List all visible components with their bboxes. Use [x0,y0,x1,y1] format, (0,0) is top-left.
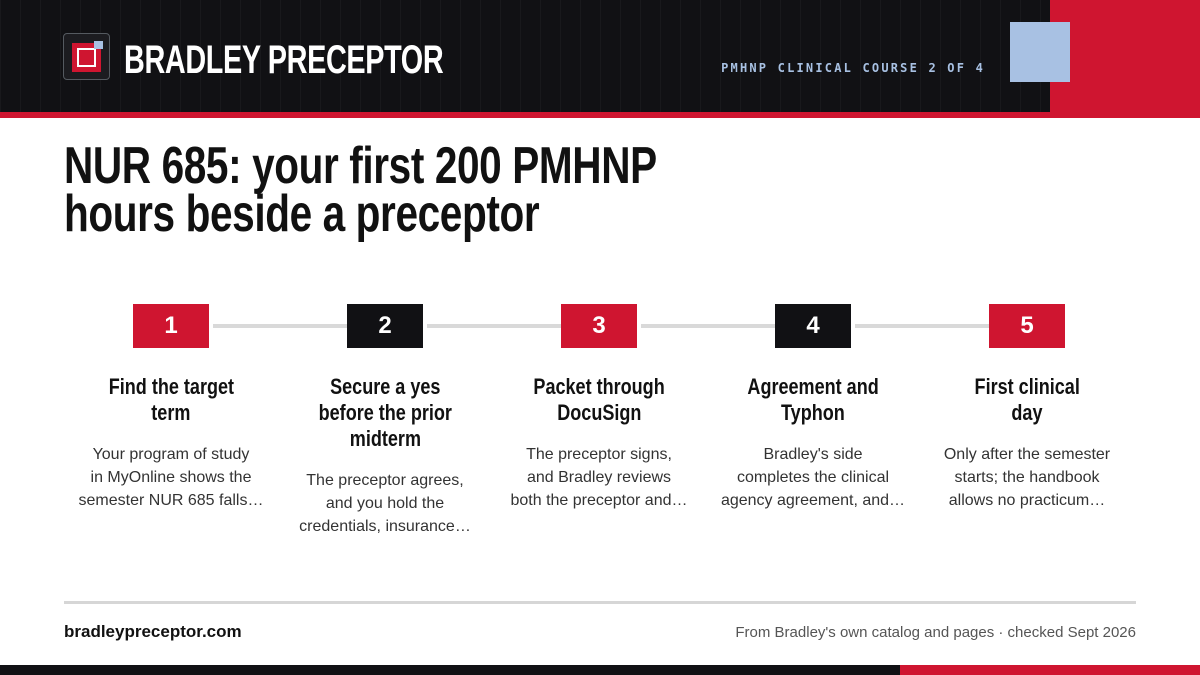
bradley-preceptor-logo-icon[interactable] [63,33,110,80]
course-label: PMHNP CLINICAL COURSE 2 OF 4 [721,61,985,75]
step-description-line: agency agreement, and… [720,492,906,509]
step-description-line: both the preceptor and… [510,492,688,509]
brand-name[interactable]: BRADLEY PRECEPTOR [124,38,444,82]
step-connector [427,324,565,328]
step-description-line: The preceptor agrees, [306,472,464,489]
step-title-line: DocuSign [556,400,642,425]
page-title-line-2: hours beside a preceptor [64,185,540,243]
step-title [706,374,920,426]
footer-divider [64,601,1136,604]
step-number-badge: 3 [561,304,637,348]
step-description-line: Only after the semester [943,446,1111,463]
step-number-badge: 2 [347,304,423,348]
step-connector [855,324,993,328]
step-description-line: and Bradley reviews [526,469,672,486]
step-title-line: Secure a yes [329,374,441,399]
step-title-line: term [151,400,191,425]
step-description [492,443,706,512]
step-description [278,469,492,538]
step-title-line: Agreement and [747,374,879,399]
header-red-band [0,112,1200,118]
step-description [64,443,278,512]
step-connector [213,324,351,328]
page-title [64,137,766,243]
step-description-line: semester NUR 685 falls… [78,492,264,509]
page-title-line-1: NUR 685: your first 200 PMHNP [64,137,657,195]
step-description-line: and you hold the [325,495,445,512]
step-title-line: day [1011,400,1043,425]
footer-website-link[interactable]: bradleypreceptor.com [64,622,242,641]
step-title-line: Packet through [533,374,665,399]
step-description-line: in MyOnline shows the [90,469,252,486]
step-title [920,374,1134,426]
header-blue-square [1010,22,1070,82]
footer-source-note: From Bradley's own catalog and pages · checked Sept 2026 [735,624,1136,641]
step-title-line: Typhon [781,400,845,425]
step-title-line: Find the target [108,374,234,399]
step-description-line: allows no practicum… [948,492,1106,509]
step-title-line: before the prior [318,400,452,425]
step-title [64,374,278,426]
step-description-line: credentials, insurance… [299,518,471,535]
step-title [278,374,492,452]
step-title-line: First clinical [974,374,1080,399]
step-number-badge: 5 [989,304,1065,348]
step-description-line: The preceptor signs, [526,446,672,463]
step-connector [641,324,779,328]
bottom-red-accent [900,665,1200,675]
step-description-line: Your program of study [92,446,250,463]
step-description-line: starts; the handbook [954,469,1100,486]
logo-inner-frame [77,48,96,67]
step-description [920,443,1134,512]
step-number-badge: 4 [775,304,851,348]
step-description-line: Bradley's side [763,446,863,463]
logo-blue-corner [94,41,103,49]
step-title-line: midterm [349,426,421,451]
step-description [706,443,920,512]
step-description-line: completes the clinical [736,469,890,486]
step-number-badge: 1 [133,304,209,348]
header-red-block [1050,0,1200,112]
step-title [492,374,706,426]
